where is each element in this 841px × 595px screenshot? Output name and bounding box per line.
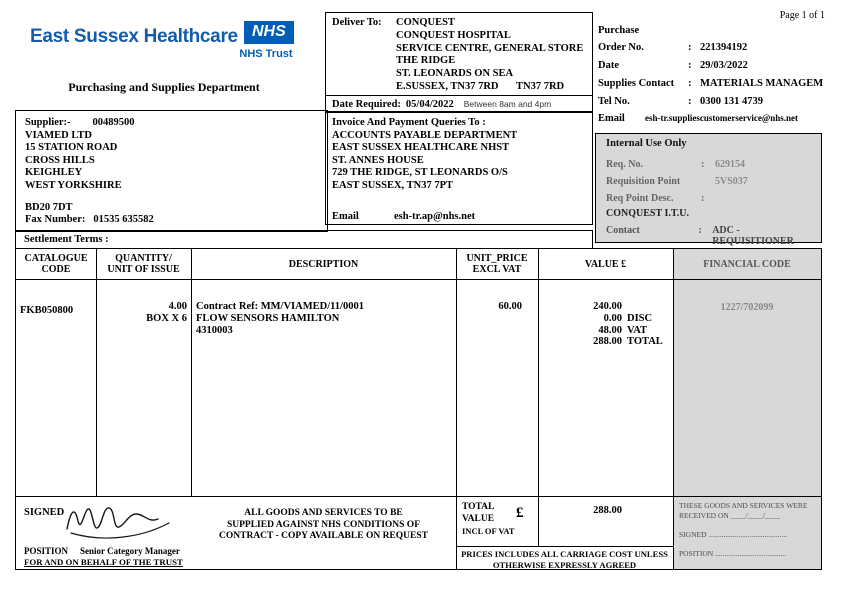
col-header-description xyxy=(191,249,456,279)
header-line: CATALOGUE xyxy=(24,253,88,264)
carriage-note xyxy=(456,549,673,570)
page-number: Page 1 of 1 xyxy=(779,10,825,21)
grid-line xyxy=(673,249,674,569)
header-line: VALUE £ xyxy=(584,258,627,270)
item-quantity: 4.00 xyxy=(168,301,187,312)
invoice-line: ACCOUNTS PAYABLE DEPARTMENT xyxy=(332,129,518,141)
invoice-queries-box xyxy=(325,111,593,225)
grid-line xyxy=(16,279,821,280)
nhs-logo: NHS xyxy=(244,21,294,44)
total-value-cell xyxy=(538,505,673,517)
delivery-window-note: Between 8am and 4pm xyxy=(463,99,552,109)
req-point-label: Requisition Point xyxy=(606,176,681,187)
deliver-line: SERVICE CENTRE, GENERAL STORE xyxy=(396,42,584,54)
carriage-line: OTHERWISE EXPRESSLY AGREED xyxy=(492,559,637,570)
colon: : xyxy=(698,225,702,236)
signature xyxy=(61,499,191,544)
colon: : xyxy=(688,78,692,89)
req-point-row xyxy=(606,176,748,187)
fax-value: 01535 635582 xyxy=(93,214,154,226)
invoice-line: EAST SUSSEX, TN37 7PT xyxy=(332,179,453,191)
colon: : xyxy=(701,193,705,204)
supplier-postcode: BD20 7DT xyxy=(25,201,73,213)
internal-use-box xyxy=(595,133,822,247)
invoice-email-row xyxy=(332,211,475,222)
value-word: VALUE xyxy=(462,514,495,524)
req-point-value: 5VS037 xyxy=(715,176,748,187)
order-no-label: Order No. xyxy=(598,42,644,53)
header-line: FINANCIAL CODE xyxy=(703,258,791,270)
brand-block xyxy=(30,18,300,78)
col-header-value xyxy=(538,249,673,279)
item-catalogue-code: FKB050800 xyxy=(20,305,74,316)
deliver-line: CONQUEST xyxy=(396,17,455,28)
signed-label: SIGNED xyxy=(24,507,65,518)
supplier-line: CROSS HILLS xyxy=(25,154,95,166)
total-value-line xyxy=(538,505,673,517)
invoice-email-value: esh-tr.ap@nhs.net xyxy=(394,211,476,222)
contact-value: ADC - REQUISITIONER xyxy=(712,225,794,247)
colon: : xyxy=(688,42,692,53)
received-line2: RECEIVED ON ____/____/____ xyxy=(679,510,780,520)
total-value: 288.00 xyxy=(593,505,622,516)
req-point-desc-value: CONQUEST I.T.U. xyxy=(606,208,689,219)
invoice-line: EAST SUSSEX HEALTHCARE NHST xyxy=(332,142,510,154)
value-line xyxy=(538,325,673,337)
grid-line xyxy=(16,496,821,497)
received-signed-line: SIGNED .......................................... xyxy=(679,530,788,539)
nhs-trust-label: NHS Trust xyxy=(239,48,293,60)
colon: : xyxy=(688,96,692,107)
items-table xyxy=(15,248,822,570)
header-line: QUANTITY/ xyxy=(115,253,172,264)
total-label-cell xyxy=(462,501,515,537)
item-unit-of-issue: BOX X 6 xyxy=(146,312,187,324)
item-unit-price: 60.00 xyxy=(498,301,522,312)
supplier-line: VIAMED LTD xyxy=(25,129,92,141)
fax-label: Fax Number: xyxy=(25,214,86,226)
contact-label: Contact xyxy=(606,225,640,236)
req-point-desc-row xyxy=(606,193,715,204)
req-no-value: 629154 xyxy=(715,159,745,170)
order-email-label: Email xyxy=(598,113,625,124)
goods-received-box xyxy=(679,501,817,558)
header-line: CODE xyxy=(41,264,71,275)
item-financial-code: 1227/702099 xyxy=(720,302,774,313)
req-no-label: Req. No. xyxy=(606,159,643,170)
col-header-financial xyxy=(673,249,821,279)
total-word: TOTAL xyxy=(462,502,495,512)
invoice-title: Invoice And Payment Queries To : xyxy=(332,117,486,128)
colon: : xyxy=(701,159,705,170)
settlement-terms-strip xyxy=(15,230,593,249)
date-required-label: Date Required: xyxy=(332,98,401,110)
org-name: East Sussex Healthcare xyxy=(30,26,238,47)
supplier-line: 15 STATION ROAD xyxy=(25,142,118,154)
deliver-line: ST. LEONARDS ON SEA xyxy=(396,68,514,80)
description-line: FLOW SENSORS HAMILTON xyxy=(196,313,340,324)
behalf-line: FOR AND ON BEHALF OF THE TRUST xyxy=(24,557,183,567)
supplier-fax-row xyxy=(25,214,154,227)
item-quantity-cell xyxy=(98,301,187,324)
value-line xyxy=(538,313,673,325)
received-line1: THESE GOODS AND SERVICES WERE xyxy=(679,501,808,510)
invoice-line: ST. ANNES HOUSE xyxy=(332,154,424,166)
date-required-value: 05/04/2022 xyxy=(405,98,454,110)
value-line xyxy=(538,301,673,313)
value-tag: TOTAL xyxy=(627,336,663,348)
order-date-row xyxy=(598,60,748,71)
grid-line xyxy=(456,249,457,569)
supplies-contact-label: Supplies Contact xyxy=(598,78,675,89)
invoice-content xyxy=(332,117,517,193)
order-date-label: Date xyxy=(598,60,619,71)
item-description-cell xyxy=(196,301,364,337)
description-line: Contract Ref: MM/VIAMED/11/0001 xyxy=(196,301,364,312)
supplier-box xyxy=(15,110,328,232)
invoice-line: 729 THE RIDGE, ST LEONARDS O/S xyxy=(332,167,508,179)
department-title: Purchasing and Supplies Department xyxy=(68,80,260,94)
order-no-value: 221394192 xyxy=(700,42,748,53)
contact-row xyxy=(606,225,821,247)
order-email-row xyxy=(598,113,798,124)
value-amount: 48.00 xyxy=(598,324,622,336)
supplier-header-row xyxy=(25,117,154,130)
item-value-cell xyxy=(538,301,673,348)
tel-row xyxy=(598,96,763,107)
supplies-contact-row xyxy=(598,78,823,89)
value-tag xyxy=(622,301,669,313)
settlement-terms-label: Settlement Terms : xyxy=(24,234,109,245)
deliver-line: CONQUEST HOSPITAL xyxy=(396,29,511,41)
supplier-line: KEIGHLEY xyxy=(25,167,83,179)
incl-vat-word: INCL OF VAT xyxy=(462,526,515,536)
conditions-line: CONTRACT - COPY AVAILABLE ON REQUEST xyxy=(219,531,428,541)
position-row xyxy=(24,546,180,556)
spacer xyxy=(701,176,715,187)
header-line: EXCL VAT xyxy=(472,264,522,275)
spacer xyxy=(622,505,669,517)
value-amount: 288.00 xyxy=(593,336,622,348)
description-line: 4310003 xyxy=(196,325,233,336)
order-date-value: 29/03/2022 xyxy=(700,60,748,71)
tel-value: 0300 131 4739 xyxy=(700,96,763,107)
grid-line xyxy=(96,249,97,496)
conditions-text xyxy=(191,508,456,543)
value-tag: VAT xyxy=(627,324,648,336)
col-header-catalogue xyxy=(16,249,96,279)
value-amount: 240.00 xyxy=(593,301,622,312)
col-header-unit-price xyxy=(456,249,538,279)
position-label: POSITION xyxy=(24,546,69,556)
conditions-line: ALL GOODS AND SERVICES TO BE xyxy=(244,508,403,518)
supplies-contact-value: MATERIALS MANAGEM xyxy=(700,78,824,89)
value-tag: DISC xyxy=(627,312,653,324)
deliver-line: THE RIDGE xyxy=(396,55,456,67)
purchase-title: Purchase xyxy=(598,25,640,36)
value-amount: 0.00 xyxy=(603,312,622,324)
internal-title: Internal Use Only xyxy=(606,138,687,149)
grid-line xyxy=(456,546,673,547)
deliver-to-label: Deliver To: xyxy=(332,17,382,28)
invoice-email-label: Email xyxy=(332,211,359,222)
carriage-line: PRICES INCLUDES ALL CARRIAGE COST UNLESS xyxy=(461,549,668,559)
header-line: DESCRIPTION xyxy=(288,258,359,270)
supplier-label: Supplier:- xyxy=(25,117,71,128)
grid-line xyxy=(538,249,539,546)
deliver-to-box xyxy=(325,12,593,113)
position-value: Senior Category Manager xyxy=(80,546,180,556)
req-no-row xyxy=(606,159,745,170)
grid-line xyxy=(191,249,192,496)
supplier-content xyxy=(25,117,154,227)
date-required-row xyxy=(326,95,592,112)
value-line xyxy=(538,336,673,348)
supplier-line: WEST YORKSHIRE xyxy=(25,179,122,191)
deliver-line: E.SUSSEX, TN37 7RD xyxy=(396,80,499,92)
header-line: UNIT OF ISSUE xyxy=(107,264,180,275)
order-email-value: esh-tr.suppliescustomerservice@nhs.net xyxy=(645,113,799,123)
req-point-desc-label: Req Point Desc. xyxy=(606,193,674,204)
col-header-quantity xyxy=(96,249,191,279)
tel-label: Tel No. xyxy=(598,96,630,107)
order-no-row xyxy=(598,42,747,53)
deliver-postcode-right: TN37 7RD xyxy=(516,81,565,92)
pound-sign: £ xyxy=(516,505,524,521)
conditions-line: SUPPLIED AGAINST NHS CONDITIONS OF xyxy=(226,519,421,530)
received-position-line: POSITION ...................................... xyxy=(679,548,787,558)
header-line: UNIT_PRICE xyxy=(466,253,528,264)
colon: : xyxy=(688,60,692,71)
supplier-code: 00489500 xyxy=(92,117,135,128)
